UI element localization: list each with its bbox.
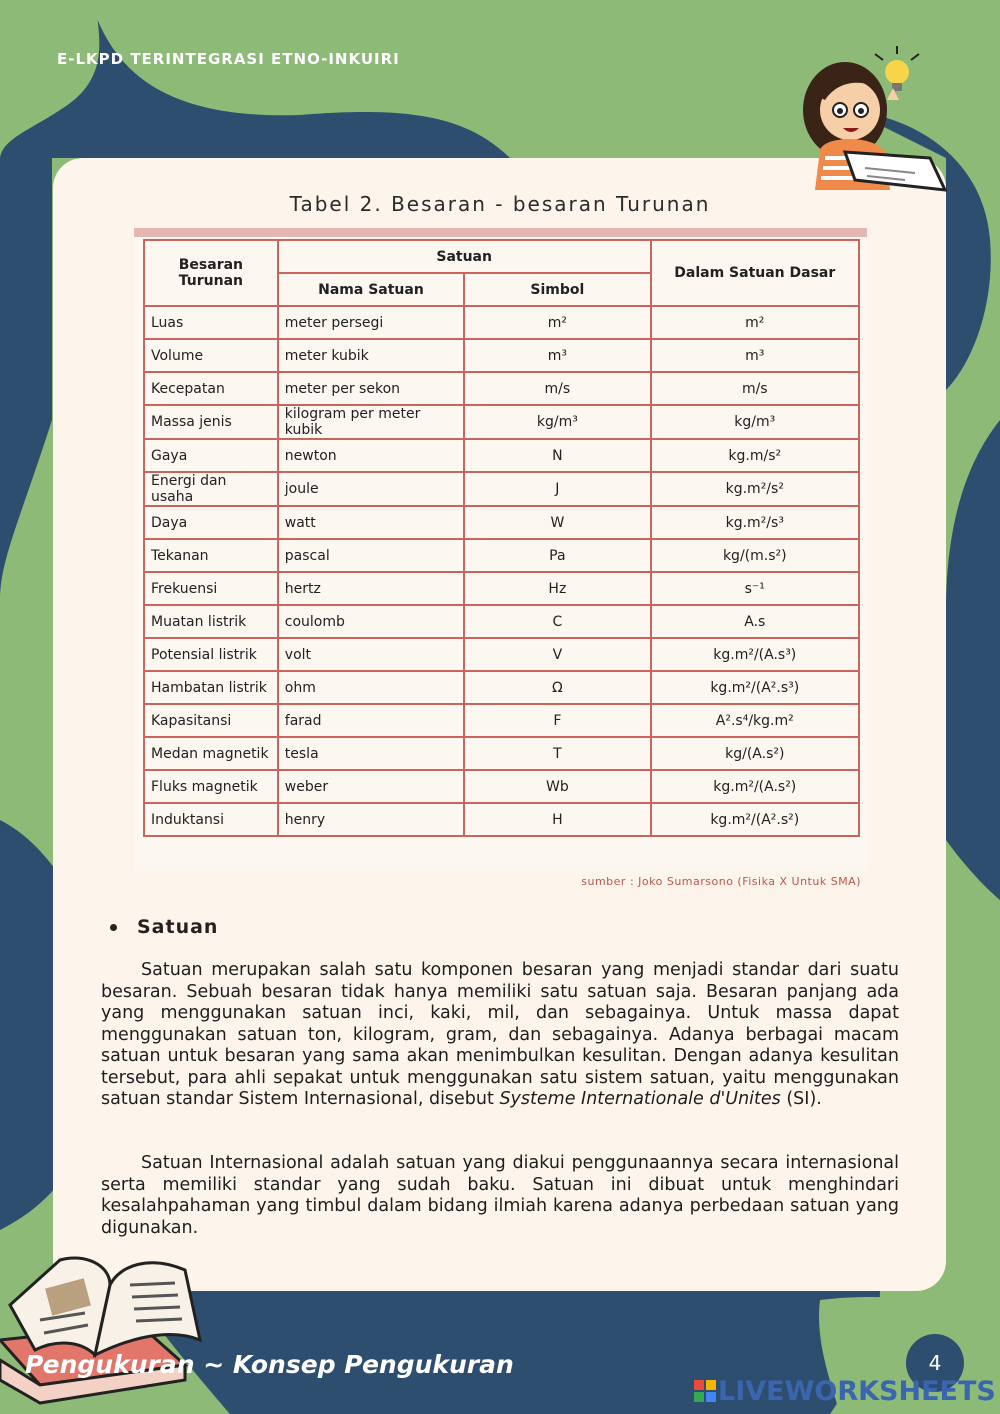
table-row	[144, 405, 859, 439]
table-row	[144, 339, 859, 372]
cell-besaran: Fluks magnetik	[144, 770, 278, 803]
table-row	[144, 605, 859, 638]
derived-quantities-table	[143, 239, 860, 837]
footer-title: Pengukuran ~ Konsep Pengukuran	[25, 1350, 514, 1379]
cell-besaran: Medan magnetik	[144, 737, 278, 770]
header-besaran-turunan: Besaran Turunan	[144, 240, 278, 306]
cell-besaran: Kapasitansi	[144, 704, 278, 737]
cell-nama: meter per sekon	[278, 372, 464, 405]
cell-nama: tesla	[278, 737, 464, 770]
cell-simbol: W	[464, 506, 650, 539]
cell-nama: hertz	[278, 572, 464, 605]
cell-dasar: kg.m²/(A.s³)	[651, 638, 859, 671]
cell-besaran: Frekuensi	[144, 572, 278, 605]
table-caption: Tabel 2. Besaran - besaran Turunan	[289, 192, 711, 216]
cell-nama: farad	[278, 704, 464, 737]
cell-dasar: kg/(m.s²)	[651, 539, 859, 572]
table-row	[144, 306, 859, 339]
table-row	[144, 439, 859, 472]
cell-dasar: A².s⁴/kg.m²	[651, 704, 859, 737]
table-row	[144, 770, 859, 803]
cell-nama: joule	[278, 472, 464, 506]
cell-nama: meter persegi	[278, 306, 464, 339]
cell-simbol: Pa	[464, 539, 650, 572]
cell-besaran: Massa jenis	[144, 405, 278, 439]
cell-dasar: s⁻¹	[651, 572, 859, 605]
header-title: E-LKPD TERINTEGRASI ETNO-INKUIRI	[57, 50, 400, 68]
cell-dasar: m/s	[651, 372, 859, 405]
table-row	[144, 539, 859, 572]
cell-dasar: A.s	[651, 605, 859, 638]
cell-simbol: H	[464, 803, 650, 836]
cell-besaran: Hambatan listrik	[144, 671, 278, 704]
cell-simbol: N	[464, 439, 650, 472]
cell-simbol: T	[464, 737, 650, 770]
cell-dasar: kg/m³	[651, 405, 859, 439]
cell-dasar: m²	[651, 306, 859, 339]
cell-dasar: kg.m/s²	[651, 439, 859, 472]
cell-simbol: Wb	[464, 770, 650, 803]
header-simbol: Simbol	[464, 273, 650, 306]
paragraph-1	[101, 960, 899, 1111]
cell-simbol: Ω	[464, 671, 650, 704]
cell-simbol: J	[464, 472, 650, 506]
cell-simbol: C	[464, 605, 650, 638]
logo-text: LIVEWORKSHEETS	[718, 1376, 996, 1407]
table-row	[144, 572, 859, 605]
table-row	[144, 472, 859, 506]
cell-besaran: Induktansi	[144, 803, 278, 836]
cell-nama: watt	[278, 506, 464, 539]
header-nama-satuan: Nama Satuan	[278, 273, 464, 306]
cell-dasar: kg.m²/(A².s²)	[651, 803, 859, 836]
bullet-icon	[110, 924, 117, 931]
cell-simbol: Hz	[464, 572, 650, 605]
books-illustration-icon	[0, 1245, 215, 1414]
cell-besaran: Muatan listrik	[144, 605, 278, 638]
student-illustration-icon	[795, 40, 955, 200]
table-body	[144, 306, 859, 836]
cell-nama: ohm	[278, 671, 464, 704]
section-heading-text: Satuan	[137, 916, 219, 938]
page-number: 4	[906, 1334, 964, 1392]
paragraph-2: Satuan Internasional adalah satuan yang diakui penggunaannya secara internasional serta memiliki standar yang sudah baku. Satuan ini dibuat untuk menghindari kesalahpahaman yang timbul dalam bidang ilmiah karena adanya perbedaan satuan yang digunakan.	[101, 1153, 899, 1238]
cell-besaran: Tekanan	[144, 539, 278, 572]
cell-besaran: Energi dan usaha	[144, 472, 278, 506]
cell-nama: pascal	[278, 539, 464, 572]
cell-dasar: kg.m²/s³	[651, 506, 859, 539]
table-row	[144, 372, 859, 405]
table-row	[144, 638, 859, 671]
table-row	[144, 803, 859, 836]
cell-besaran: Gaya	[144, 439, 278, 472]
cell-nama: coulomb	[278, 605, 464, 638]
cell-dasar: kg.m²/s²	[651, 472, 859, 506]
cell-dasar: kg.m²/(A².s³)	[651, 671, 859, 704]
cell-nama: newton	[278, 439, 464, 472]
cell-simbol: kg/m³	[464, 405, 650, 439]
table-source: sumber : Joko Sumarsono (Fisika X Untuk SMA)	[581, 875, 861, 888]
liveworksheets-icon	[694, 1380, 716, 1402]
cell-dasar: kg.m²/(A.s²)	[651, 770, 859, 803]
liveworksheets-logo[interactable]	[694, 1376, 996, 1407]
table-row	[144, 671, 859, 704]
cell-nama: kilogram per meter kubik	[278, 405, 464, 439]
header-satuan: Satuan	[278, 240, 651, 273]
table-row	[144, 506, 859, 539]
cell-simbol: m/s	[464, 372, 650, 405]
section-heading	[110, 916, 218, 938]
paragraph-1-text: Satuan merupakan salah satu komponen besaran yang menjadi standar dari suatu besaran. Sebuah besaran tidak hanya memiliki satu satuan saja. Besaran panjang ada yang menggunakan satuan inci, kaki, mil, dan sebagainya. Untuk massa dapat menggunakan satuan ton, kilogram, gram, dan sebagainya. Adanya berbagai macam satuan untuk besaran yang sama akan menimbulkan kesulitan. Dengan adanya kesulitan tersebut, para ahli sepakat untuk menggunakan satu sistem satuan, yaitu menggunakan satuan standar Sistem Internasional, disebut	[101, 960, 899, 1109]
cell-besaran: Volume	[144, 339, 278, 372]
cell-nama: weber	[278, 770, 464, 803]
cell-simbol: V	[464, 638, 650, 671]
table-row	[144, 704, 859, 737]
cell-simbol: m²	[464, 306, 650, 339]
cell-simbol: F	[464, 704, 650, 737]
paragraph-1-end: (SI).	[780, 1089, 822, 1109]
cell-besaran: Daya	[144, 506, 278, 539]
cell-nama: henry	[278, 803, 464, 836]
table-row	[144, 737, 859, 770]
units-table-container	[134, 228, 867, 871]
cell-nama: volt	[278, 638, 464, 671]
header-dalam-satuan-dasar: Dalam Satuan Dasar	[651, 240, 859, 306]
cell-besaran: Kecepatan	[144, 372, 278, 405]
cell-dasar: m³	[651, 339, 859, 372]
cell-dasar: kg/(A.s²)	[651, 737, 859, 770]
paragraph-1-italic: Systeme Internationale d'Unites	[499, 1089, 781, 1109]
cell-nama: meter kubik	[278, 339, 464, 372]
cell-besaran: Potensial listrik	[144, 638, 278, 671]
cell-simbol: m³	[464, 339, 650, 372]
cell-besaran: Luas	[144, 306, 278, 339]
